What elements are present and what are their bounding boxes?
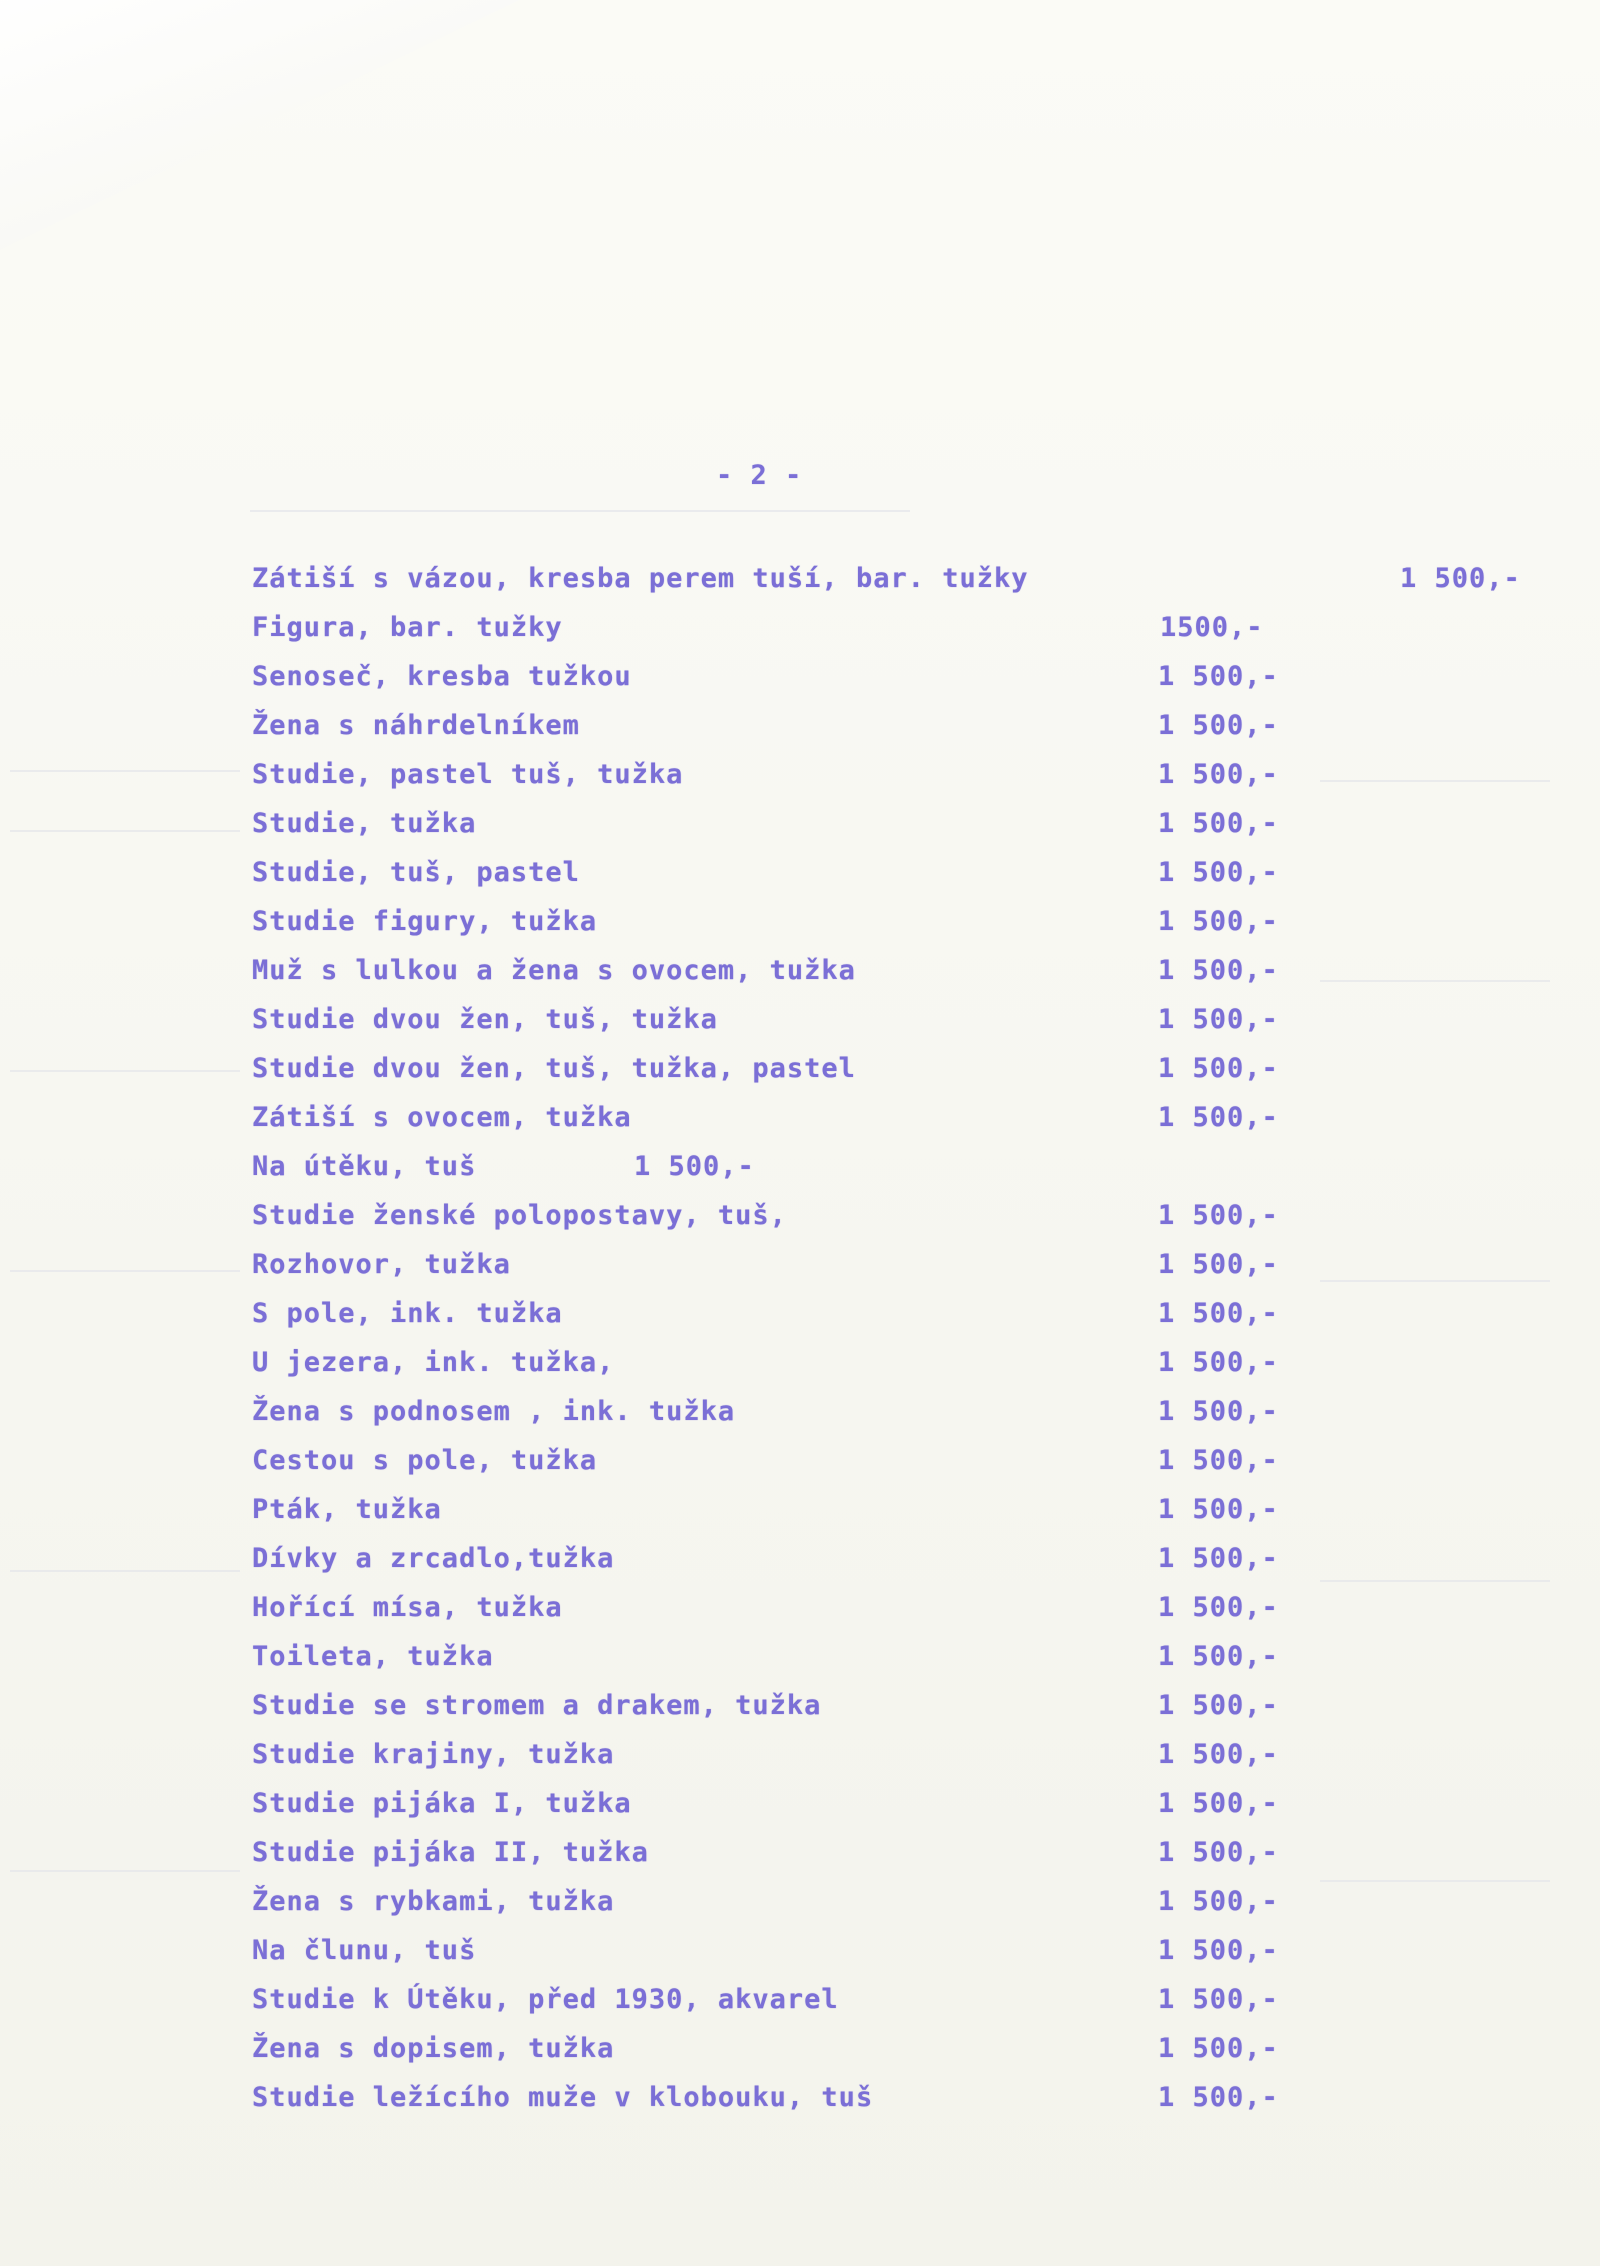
list-item-title: Žena s náhrdelníkem <box>252 710 580 741</box>
bleed-through-line <box>1320 980 1550 982</box>
list-item-title: Pták, tužka <box>252 1494 442 1525</box>
list-item-title: S pole, ink. tužka <box>252 1298 563 1329</box>
list-item-price: 1 500,- <box>1158 906 1279 937</box>
list-item-title: Muž s lulkou a žena s ovocem, tužka <box>252 955 856 986</box>
list-item-price: 1 500,- <box>1158 1298 1279 1329</box>
bleed-through-line <box>1320 1880 1550 1882</box>
list-item-price: 1 500,- <box>1158 1053 1279 1084</box>
bleed-through-line <box>1320 1580 1550 1582</box>
list-item-title: Na člunu, tuš <box>252 1935 477 1966</box>
list-item-price: 1 500,- <box>1158 955 1279 986</box>
list-item-price: 1 500,- <box>1158 808 1279 839</box>
list-item-title: Zátiší s vázou, kresba perem tuší, bar. tužky <box>252 563 1029 594</box>
list-item-price: 1 500,- <box>1158 2033 1279 2064</box>
list-item-price: 1 500,- <box>1158 1494 1279 1525</box>
list-item-title: Studie k Útěku, před 1930, akvarel <box>252 1984 839 2015</box>
list-item-title: Žena s dopisem, tužka <box>252 2033 615 2064</box>
list-item-price: 1 500,- <box>1158 710 1279 741</box>
list-item-title: Studie figury, tužka <box>252 906 598 937</box>
list-item-price: 1 500,- <box>1400 563 1521 594</box>
list-item-price: 1 500,- <box>1158 2082 1279 2113</box>
bleed-through-line <box>10 1570 240 1572</box>
list-item-title: Studie ležícího muže v klobouku, tuš <box>252 2082 874 2113</box>
list-item-title: Figura, bar. tužky <box>252 612 563 643</box>
bleed-through-line <box>1320 780 1550 782</box>
list-item-price: 1 500,- <box>1158 661 1279 692</box>
list-item-price: 1 500,- <box>1158 1004 1279 1035</box>
list-item-price: 1 500,- <box>1158 1347 1279 1378</box>
list-item-title: Studie ženské polopostavy, tuš, <box>252 1200 787 1231</box>
list-item-price: 1 500,- <box>1158 1641 1279 1672</box>
list-item-price: 1500,- <box>1160 612 1264 643</box>
list-item-title: Studie pijáka II, tužka <box>252 1837 649 1868</box>
list-item-title: Studie dvou žen, tuš, tužka <box>252 1004 718 1035</box>
list-item-title: Toileta, tužka <box>252 1641 494 1672</box>
bleed-through-line <box>10 1870 240 1872</box>
list-item-price: 1 500,- <box>1158 1837 1279 1868</box>
bleed-through-line <box>250 510 910 512</box>
list-item-price: 1 500,- <box>1158 1396 1279 1427</box>
folded-corner <box>0 0 520 250</box>
list-item-price: 1 500,- <box>1158 1984 1279 2015</box>
list-item-title: Studie pijáka I, tužka <box>252 1788 632 1819</box>
bleed-through-line <box>10 1070 240 1072</box>
list-item-price: 1 500,- <box>1158 857 1279 888</box>
list-item-title: Studie dvou žen, tuš, tužka, pastel <box>252 1053 856 1084</box>
list-item-title: Zátiší s ovocem, tužka <box>252 1102 632 1133</box>
page-number: - 2 - <box>716 460 803 491</box>
list-item-price: 1 500,- <box>1158 1543 1279 1574</box>
list-item-title: Cestou s pole, tužka <box>252 1445 598 1476</box>
list-item-price: 1 500,- <box>1158 1592 1279 1623</box>
list-item-title: Studie, tužka <box>252 808 477 839</box>
bleed-through-line <box>10 830 240 832</box>
list-item-title: Studie se stromem a drakem, tužka <box>252 1690 822 1721</box>
list-item-price: 1 500,- <box>1158 1445 1279 1476</box>
list-item-title: Žena s rybkami, tužka <box>252 1886 615 1917</box>
list-item-price: 1 500,- <box>1158 1690 1279 1721</box>
list-item-title: Hořící mísa, tužka <box>252 1592 563 1623</box>
list-item-title: Studie, pastel tuš, tužka <box>252 759 684 790</box>
list-item-price: 1 500,- <box>634 1151 755 1182</box>
list-item-price: 1 500,- <box>1158 1886 1279 1917</box>
list-item-title: Studie krajiny, tužka <box>252 1739 615 1770</box>
list-item-price: 1 500,- <box>1158 1249 1279 1280</box>
list-item-price: 1 500,- <box>1158 1102 1279 1133</box>
bleed-through-line <box>1320 1280 1550 1282</box>
list-item-title: Na útěku, tuš <box>252 1151 477 1182</box>
list-item-price: 1 500,- <box>1158 1935 1279 1966</box>
list-item-title: Dívky a zrcadlo,tužka <box>252 1543 615 1574</box>
list-item-price: 1 500,- <box>1158 1200 1279 1231</box>
list-item-price: 1 500,- <box>1158 1788 1279 1819</box>
list-item-title: Rozhovor, tužka <box>252 1249 511 1280</box>
list-item-title: Žena s podnosem , ink. tužka <box>252 1396 736 1427</box>
bleed-through-line <box>10 770 240 772</box>
list-item-price: 1 500,- <box>1158 1739 1279 1770</box>
list-item-title: Senoseč, kresba tužkou <box>252 661 632 692</box>
list-item-title: Studie, tuš, pastel <box>252 857 580 888</box>
list-item-price: 1 500,- <box>1158 759 1279 790</box>
list-item-title: U jezera, ink. tužka, <box>252 1347 615 1378</box>
bleed-through-line <box>10 1270 240 1272</box>
